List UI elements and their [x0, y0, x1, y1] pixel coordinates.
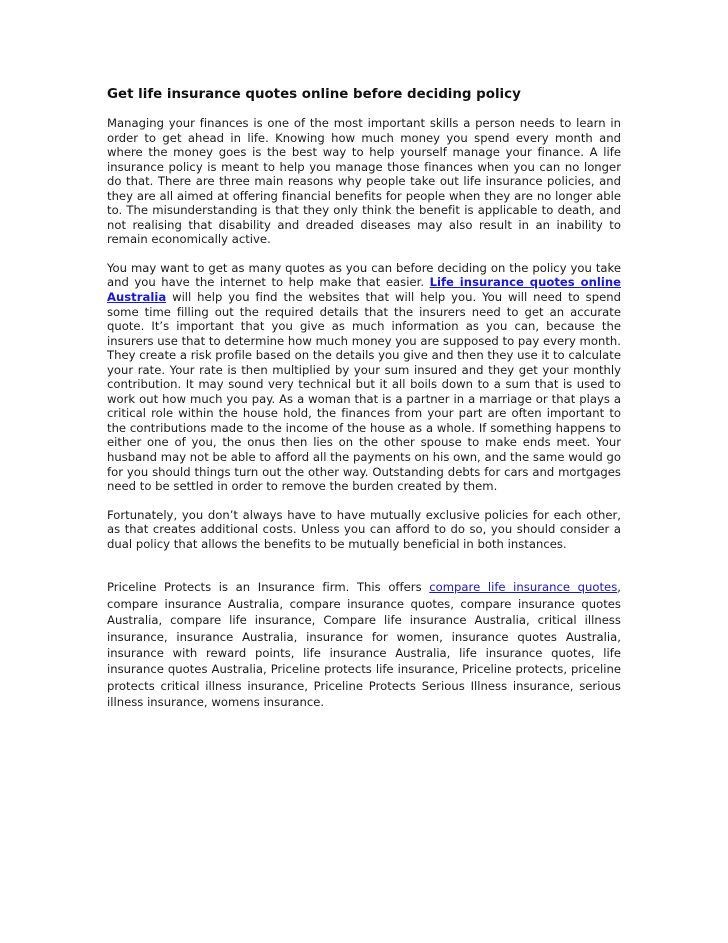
paragraph-dual-policy: Fortunately, you don’t always have to have mutually exclusive policies for each other, as that creates additional costs. Unless you can afford to do so, you should consider a dual policy that allows the benefits to be mutually beneficial in both instances.	[107, 507, 621, 551]
paragraph-priceline-text-after: , compare insurance Australia, compare insurance quotes, compare insurance quotes Australia, compare life insurance, Compare life insurance Australia, critical illness insurance, insurance Australia, insurance for women, insurance quotes Australia, insurance with reward points, life insurance Australia, life insurance quotes, life insurance quotes Australia, Priceline protects life insurance, Priceline protects, priceline protects critical illness insurance, Priceline Protects Serious Illness insurance, serious illness insurance, womens insurance.	[107, 580, 621, 710]
paragraph-quotes	[107, 261, 621, 494]
document-page	[107, 86, 621, 711]
paragraph-quotes-text-after: will help you find the websites that will help you. You will need to spend some time filling out the required details that the insurers need to get an accurate quote. It’s important that you give as much information as you can, because the insurers use that to determine how much money you are supposed to pay every month. They create a risk profile based on the details you give and then they use it to calculate your rate. Your rate is then multiplied by your sum insured and they get your monthly contribution. It may sound very technical but it all boils down to a sum that is used to work out how much you pay. As a woman that is a partner in a marriage or that plays a critical role within the house hold, the finances from your part are often important to the contributions made to the income of the house as a whole. If something happens to either one of you, the onus then lies on the other spouse to make ends meet. Your husband may not be able to afford all the payments on his own, and the same would go for you should things turn out the other way. Outstanding debts for cars and mortgages need to be settled in order to remove the burden created by them.	[107, 290, 622, 494]
paragraph-finances: Managing your finances is one of the most important skills a person needs to learn in order to get ahead in life. Knowing how much money you spend every month and where the money goes is the best way to help yourself manage your finance. A life insurance policy is meant to help you manage those finances when you can no longer do that. There are three main reasons why people take out life insurance policies, and they are all aimed at offering financial benefits for people when they are no longer able to. The misunderstanding is that they only think the benefit is applicable to death, and not realising that disability and dreaded diseases may also result in an inability to remain economically active.	[107, 116, 621, 247]
compare-life-insurance-quotes-link[interactable]: compare life insurance quotes	[429, 580, 618, 595]
paragraph-priceline	[107, 579, 621, 710]
paragraph-priceline-text-before: Priceline Protects is an Insurance firm. This offers	[107, 580, 430, 595]
life-insurance-quotes-link[interactable]: Life insurance quotes online Australia	[107, 275, 621, 305]
document-title: Get life insurance quotes online before deciding policy	[107, 87, 521, 102]
paragraph-quotes-text-before: You may want to get as many quotes as you can before deciding on the policy you take and you have the internet to help make that easier.	[107, 260, 621, 290]
